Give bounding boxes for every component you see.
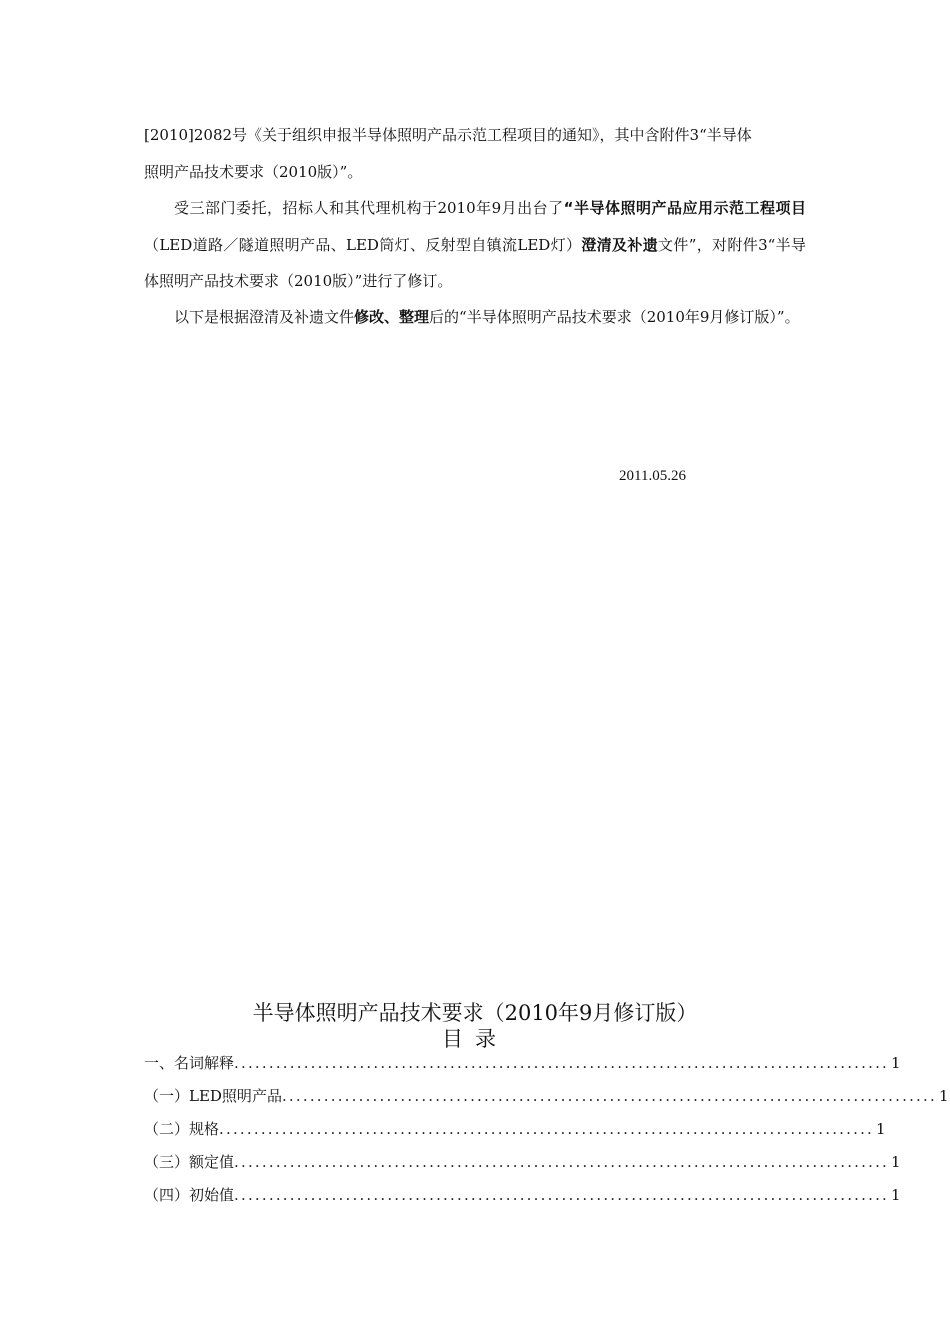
toc-entry-page: 1: [938, 1087, 949, 1105]
intro-paragraph-2-bold-clarification: 澄清及补遗: [581, 235, 659, 254]
intro-paragraph-1-line-1: [2010]2082号《关于组织申报半导体照明产品示范工程项目的通知》，其中含附件3“半导体: [144, 126, 752, 144]
toc-entry-3[interactable]: [144, 1113, 886, 1146]
toc-entry-label: （二）规格: [144, 1120, 220, 1138]
table-of-contents: [144, 1047, 949, 1212]
toc-entry-page: 1: [891, 1054, 901, 1072]
intro-paragraph-2-text-c: （LED道路／隧道照明产品、LED筒灯、反射型自镇流LED灯）: [144, 235, 582, 254]
toc-leader-dots: ..............................................................................................: [234, 1186, 890, 1204]
intro-paragraph-2: [144, 190, 806, 300]
intro-paragraph-3-text-c: 后的“半导体照明产品技术要求（2010年9月修订版）”。: [429, 308, 800, 326]
toc-entry-page: 1: [876, 1120, 886, 1138]
toc-entry-label: （一）LED照明产品: [144, 1087, 282, 1105]
toc-entry-page: 1: [891, 1186, 901, 1204]
toc-entry-4[interactable]: [144, 1146, 901, 1179]
toc-entry-2[interactable]: [144, 1080, 949, 1113]
toc-leader-dots: ..............................................................................................: [234, 1153, 890, 1171]
toc-entry-page: 1: [891, 1153, 901, 1171]
toc-leader-dots: ..............................................................................................: [234, 1054, 890, 1072]
toc-heading: 目录: [442, 1027, 508, 1051]
intro-paragraph-1-line-2: 照明产品技术要求（2010版）”。: [144, 162, 363, 181]
toc-leader-dots: ..............................................................................................: [219, 1120, 875, 1138]
toc-entry-label: （四）初始值: [144, 1186, 235, 1204]
toc-entry-label: 一、名词解释: [144, 1054, 235, 1072]
toc-entry-1[interactable]: [144, 1047, 901, 1080]
document-title: 半导体照明产品技术要求（2010年9月修订版）: [252, 1001, 698, 1025]
intro-paragraph-3: [144, 299, 806, 336]
intro-paragraph-2-text-a: 受三部门委托，招标人和其代理机构于2010年9月出台了: [174, 199, 564, 217]
intro-paragraph-1: [144, 117, 806, 190]
intro-paragraph-2-text-e: 文件”，对附件3“半导体照明产品技术要求（2010版）”进行了修订。: [144, 235, 806, 290]
toc-leader-dots: ..............................................................................................: [281, 1087, 937, 1105]
toc-entry-5[interactable]: [144, 1179, 901, 1212]
toc-entry-label: （三）额定值: [144, 1153, 235, 1171]
intro-paragraph-3-text-a: 以下是根据澄清及补遗文件: [174, 308, 355, 326]
intro-paragraph-2-bold-project: “半导体照明产品应用示范工程项目: [563, 199, 806, 217]
intro-paragraph-3-bold-revision: 修改、整理: [354, 308, 430, 326]
document-date: 2011.05.26: [619, 468, 686, 484]
